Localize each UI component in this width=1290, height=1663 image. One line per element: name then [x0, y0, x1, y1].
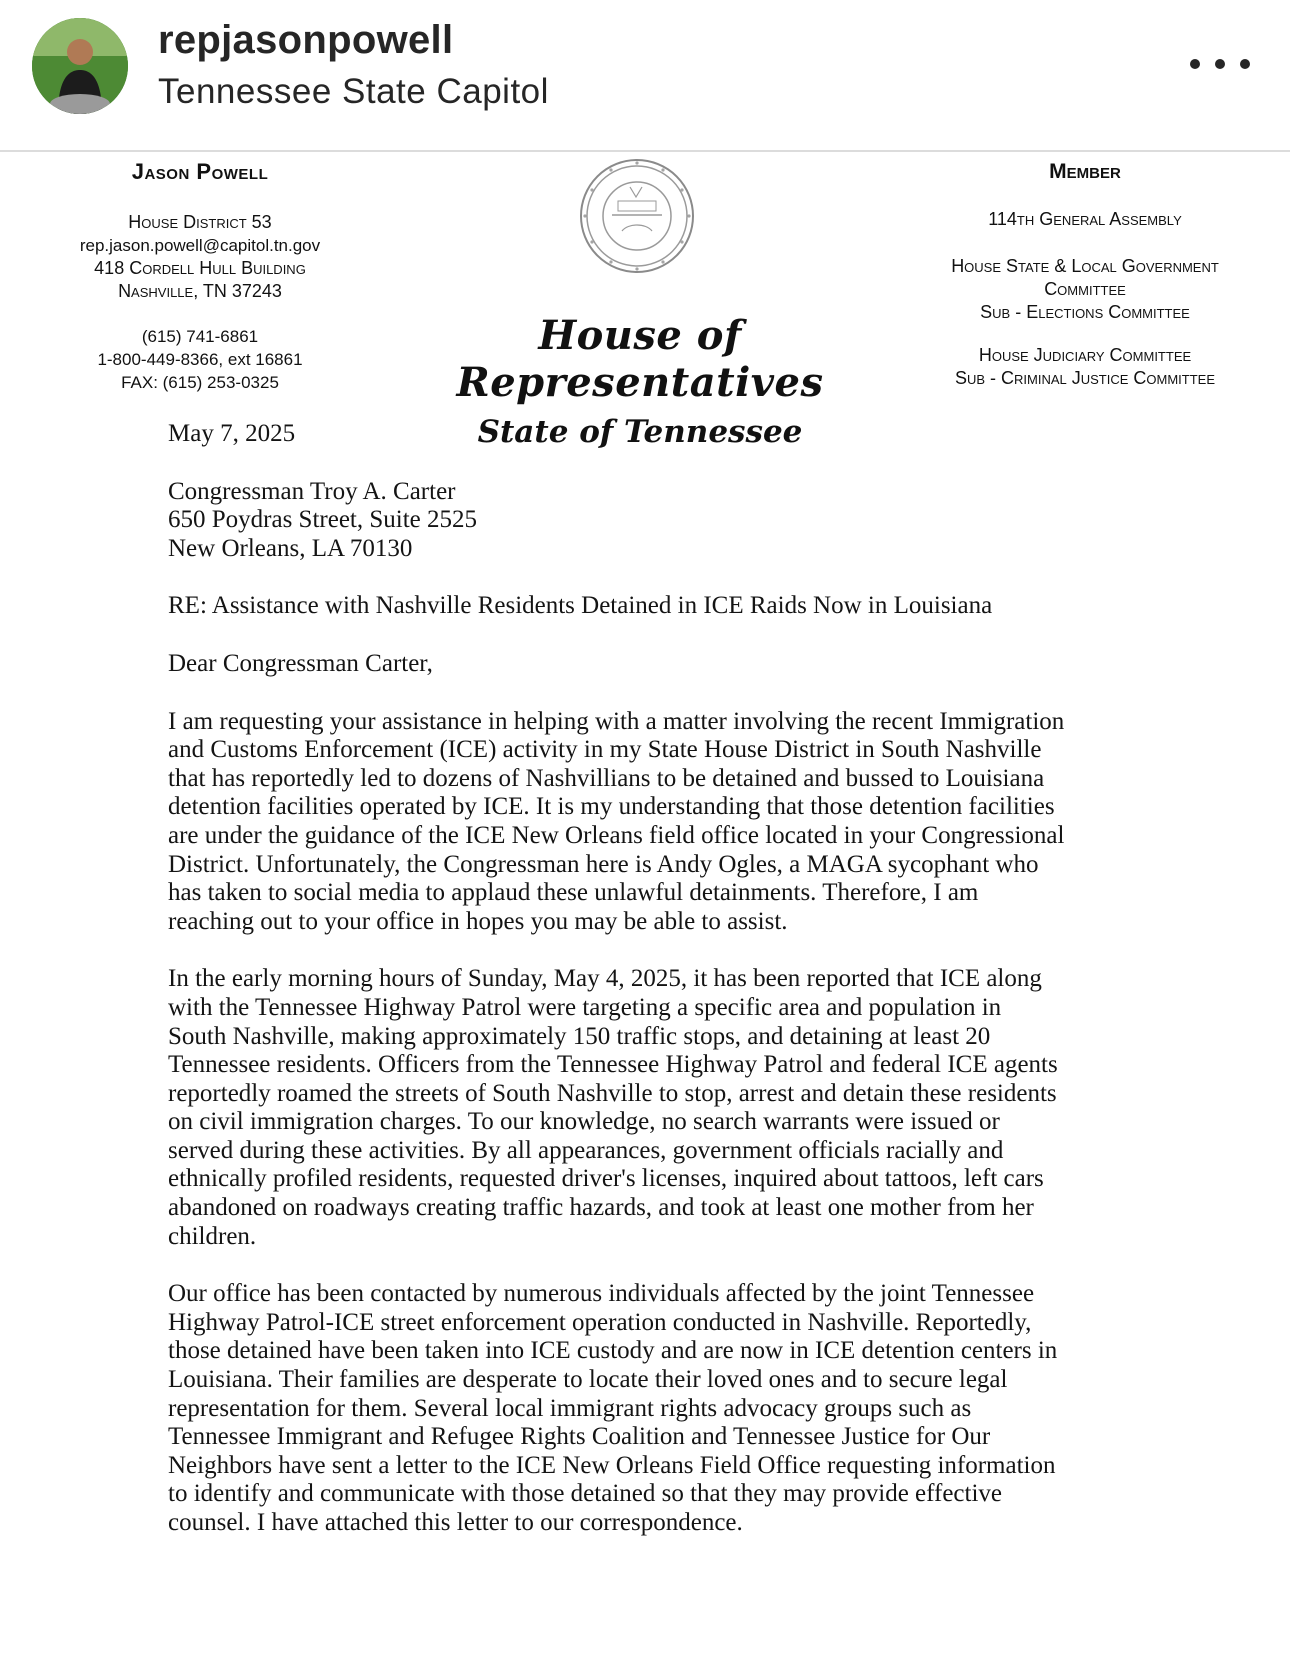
paragraph-line: has taken to social media to applaud these unlawful detainments. Therefore, I am	[168, 879, 979, 907]
house-district: House District 53	[128, 212, 272, 232]
member-heading: Member	[1049, 160, 1121, 183]
letterhead-left	[55, 152, 345, 394]
paragraph-line: Tennessee Immigrant and Refugee Rights Coalition and Tennessee Justice for Our	[168, 1423, 991, 1451]
letter-document	[0, 152, 1290, 1663]
paragraph-line: and Customs Enforcement (ICE) activity in my State House District in South Nashville	[168, 736, 1042, 764]
paragraph-line: served during these activities. By all appearances, government officials racially and	[168, 1136, 1004, 1164]
state-seal-icon	[578, 157, 696, 275]
paragraph-line: representation for them. Several local immigrant rights advocacy groups such as	[168, 1394, 972, 1422]
avatar-image	[32, 18, 128, 114]
general-assembly: 114th General Assembly	[988, 209, 1182, 229]
paragraph-line: Our office has been contacted by numerous individuals affected by the joint Tennessee	[168, 1280, 1035, 1308]
subcommittee-criminal-justice: Sub - Criminal Justice Committee	[954, 368, 1216, 388]
paragraph-line: children.	[168, 1222, 257, 1250]
recipient-street: 650 Poydras Street, Suite 2525	[168, 506, 478, 534]
paragraph-line: that has reportedly led to dozens of Nashvillians to be detained and bussed to Louisiana	[168, 764, 1045, 792]
username[interactable]: repjasonpowell	[158, 18, 454, 62]
paragraph-line: abandoned on roadways creating traffic hazards, and took at least one mother from her	[168, 1194, 1034, 1222]
profile-avatar[interactable]	[32, 18, 128, 114]
paragraph-line: those detained have been taken into ICE custody and are now in ICE detention centers in	[168, 1337, 1058, 1365]
paragraph-line: In the early morning hours of Sunday, May 4, 2025, it has been reported that ICE along	[168, 965, 1042, 993]
paragraph-3	[168, 1280, 1178, 1537]
paragraph-line: District. Unfortunately, the Congressman here is Andy Ogles, a MAGA sycophant who	[168, 850, 1039, 878]
paragraph-line: Tennessee residents. Officers from the Tennessee Highway Patrol and federal ICE agents	[168, 1051, 1058, 1079]
paragraph-line: Louisiana. Their families are desperate to locate their loved ones and to secure legal	[168, 1366, 1008, 1394]
post-header	[0, 0, 1290, 152]
paragraph-line: Highway Patrol-ICE street enforcement operation conducted in Nashville. Reportedly,	[168, 1308, 1032, 1336]
paragraph-2	[168, 965, 1178, 1251]
committee-judiciary: House Judiciary Committee	[978, 345, 1192, 365]
more-horizontal-icon	[1190, 59, 1200, 69]
paragraph-line: ethnically profiled residents, requested driver's licenses, inquired about tattoos, left cars	[168, 1165, 1044, 1193]
paragraph-line: reportedly roamed the streets of South Nashville to stop, arrest and detain these residents	[168, 1079, 1057, 1107]
paragraph-1	[168, 708, 1178, 937]
representative-name: Jason Powell	[131, 159, 269, 184]
more-horizontal-icon	[1215, 59, 1225, 69]
paragraph-line: South Nashville, making approximately 150 traffic stops, and detaining at least 20	[168, 1022, 991, 1050]
paragraph-line: reaching out to your office in hopes you may be able to assist.	[168, 907, 788, 935]
paragraph-line: with the Tennessee Highway Patrol were targeting a specific area and population in	[168, 993, 1002, 1021]
subcommittee-elections: Sub - Elections Committee	[980, 302, 1190, 322]
more-options-button[interactable]	[1190, 44, 1250, 84]
house-of-representatives: House of Representatives	[456, 312, 824, 406]
paragraph-line: detention facilities operated by ICE. It is my understanding that those detention facilities	[168, 793, 1055, 821]
location-tag[interactable]: Tennessee State Capitol	[158, 72, 549, 111]
recipient-name: Congressman Troy A. Carter	[168, 477, 456, 505]
email-address: rep.jason.powell@capitol.tn.gov	[79, 236, 321, 255]
letter-date: May 7, 2025	[168, 420, 296, 447]
salutation: Dear Congressman Carter,	[168, 649, 433, 677]
letter-body	[168, 420, 1178, 1567]
more-horizontal-icon	[1240, 59, 1250, 69]
letterhead-right	[920, 152, 1250, 390]
office-building: 418 Cordell Hull Building	[94, 258, 306, 278]
recipient-city: New Orleans, LA 70130	[168, 534, 413, 562]
fax-number: FAX: (615) 253-0325	[121, 373, 279, 392]
paragraph-line: on civil immigration charges. To our knowledge, no search warrants were issued or	[168, 1108, 1000, 1136]
paragraph-line: counsel. I have attached this letter to our correspondence.	[168, 1509, 743, 1536]
paragraph-line: are under the guidance of the ICE New Orleans field office located in your Congressional	[168, 821, 1065, 849]
tollfree-number: 1-800-449-8366, ext 16861	[97, 350, 303, 369]
state-of-tennessee: State of Tennessee	[477, 414, 803, 450]
phone-number: (615) 741-6861	[141, 327, 259, 346]
committee-state-local-government-cont: Committee	[1044, 279, 1126, 299]
recipient-address	[168, 478, 1178, 564]
committee-state-local-government: House State & Local Government	[951, 256, 1219, 276]
paragraph-line: to identify and communicate with those detained so that they may provide effective	[168, 1480, 1003, 1508]
paragraph-line: Neighbors have sent a letter to the ICE New Orleans Field Office requesting information	[168, 1451, 1056, 1479]
office-city: Nashville, TN 37243	[118, 281, 282, 301]
paragraph-line: I am requesting your assistance in helping with a matter involving the recent Immigration	[168, 707, 1065, 735]
subject-line: RE: Assistance with Nashville Residents Detained in ICE Raids Now in Louisiana	[168, 592, 993, 620]
